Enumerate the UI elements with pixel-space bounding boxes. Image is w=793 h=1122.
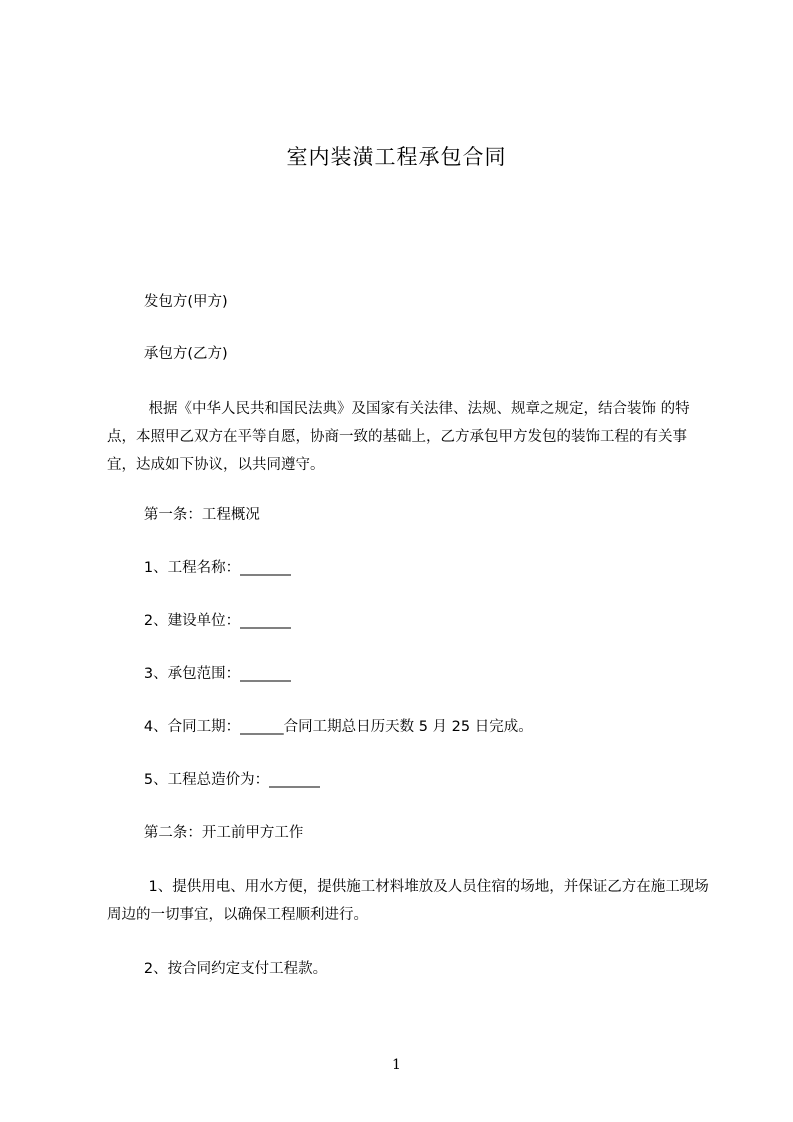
paragraph-party-a: 发包方(甲方) [107,294,228,310]
clause-total-cost: 5、工程总造价为：_______ [107,772,320,788]
paragraph-preamble: 根据《中华人民共和国民法典》及国家有关法律、法规、规章之规定，结合装饰 的特点，本照甲乙双方在平等自愿，协商一致的基础上，乙方承包甲方发包的装饰工程的有关事宜，达成如下协议，以共同遵守。 [107,401,690,473]
clause-payment: 2、按合同约定支付工程款。 [107,961,328,977]
clause-contract-scope: 3、承包范围：_______ [107,666,291,682]
clause-project-name: 1、工程名称：_______ [107,560,291,576]
clause-contract-period: 4、合同工期：______合同工期总日历天数 5 月 25 日完成。 [107,719,533,735]
section-heading-article-2: 第二条：开工前甲方工作 [107,825,304,841]
paragraph-party-b: 承包方(乙方) [107,346,228,362]
section-heading-article-1: 第一条：工程概况 [107,507,260,523]
clause-construction-unit: 2、建设单位：_______ [107,613,291,629]
document-title: 室内装潢工程承包合同 [286,145,507,169]
page-number: 1 [392,1057,401,1073]
clause-utilities-site: 1、提供用电、用水方便，提供施工材料堆放及人员住宿的场地，并保证乙方在施工现场周边的一切事宜，以确保工程顺利进行。 [107,879,709,923]
